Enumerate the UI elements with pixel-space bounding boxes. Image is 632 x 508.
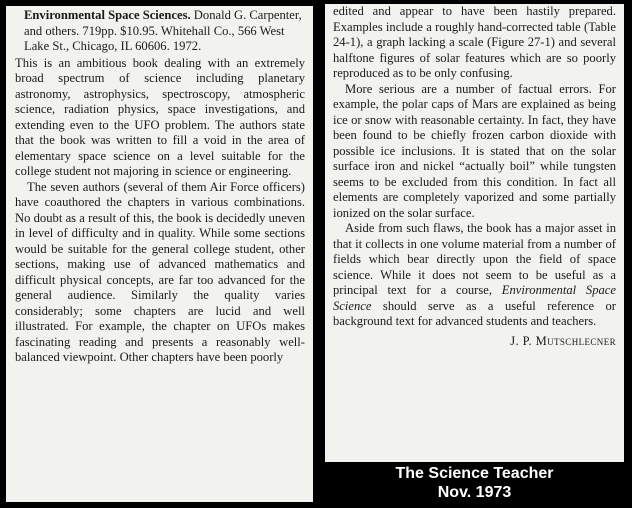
book-title: Environmental Space Sciences. — [24, 8, 191, 22]
review-paragraph-text-end: should serve as a useful reference or background text for advanced students and teachers. — [333, 298, 616, 328]
book-details: Donald G. Carpenter, and others. 719pp. $10.95. Whitehall Co., 566 West Lake St., Chicago, IL 60606. 1972. — [24, 8, 302, 53]
review-column-right — [325, 4, 624, 462]
journal-name: The Science Teacher — [395, 465, 554, 482]
review-paragraph-final — [333, 221, 616, 330]
source-caption — [325, 464, 624, 504]
review-paragraph: This is an ambitious book dealing with an extremely broad spectrum of science including planetary astronomy, astrophysics, spectroscopy, atmospheric science, radiation physics, space investigations, and extending even to the UFO problem. The authors state that the book was written to fill a void in the area of elementary space science on a level suitable for the college student not majoring in science or engineering. — [15, 55, 305, 178]
book-title-italic: Environmental Space Science — [333, 283, 616, 313]
review-column-left — [6, 6, 313, 502]
reviewer-signature: J. P. Mutschlecner — [510, 333, 616, 348]
review-paragraph: More serious are a number of factual errors. For example, the polar caps of Mars are explained as being ice or snow with reasonable certainty. In fact, they have been found to be chiefly frozen carbon dioxide with possible ice inclusions. It is stated that on the solar surface iron and nickel “actually boil” while tungsten seems to be excluded from this condition. In fact all elements are completely vaporized and some partially ionized on the solar surface. — [333, 81, 616, 220]
review-paragraph: The seven authors (several of them Air Force officers) have coauthored the chapters in various combinations. No doubt as a result of this, the book is decidedly uneven in level of difficulty and in quality. While some sections would be suitable for the general college student, other sections, making use of advanced mathematics and difficult physical concepts, are far too advanced for the general audience. Similarly the quality varies considerably; some chapters are lucid and well illustrated. For example, the chapter on UFOs makes fascinating reading and presents a reasonably well-balanced viewpoint. Other chapters have been poorly — [15, 179, 305, 364]
review-paragraph-text: Aside from such flaws, the book has a major asset in that it collects in one volume material from a number of fields which bear directly upon the field of space science. While it does not seem to be useful as a principal text for a course, — [333, 221, 616, 297]
book-citation — [15, 8, 305, 55]
review-paragraph: edited and appear to have been hastily prepared. Examples include a roughly hand-corrected table (Table 24-1), a graph lacking a scale (Figure 27-1) and several halftone figures of solar features which are so poorly reproduced as to be only confusing. — [333, 4, 616, 80]
issue-date: Nov. 1973 — [437, 484, 512, 501]
